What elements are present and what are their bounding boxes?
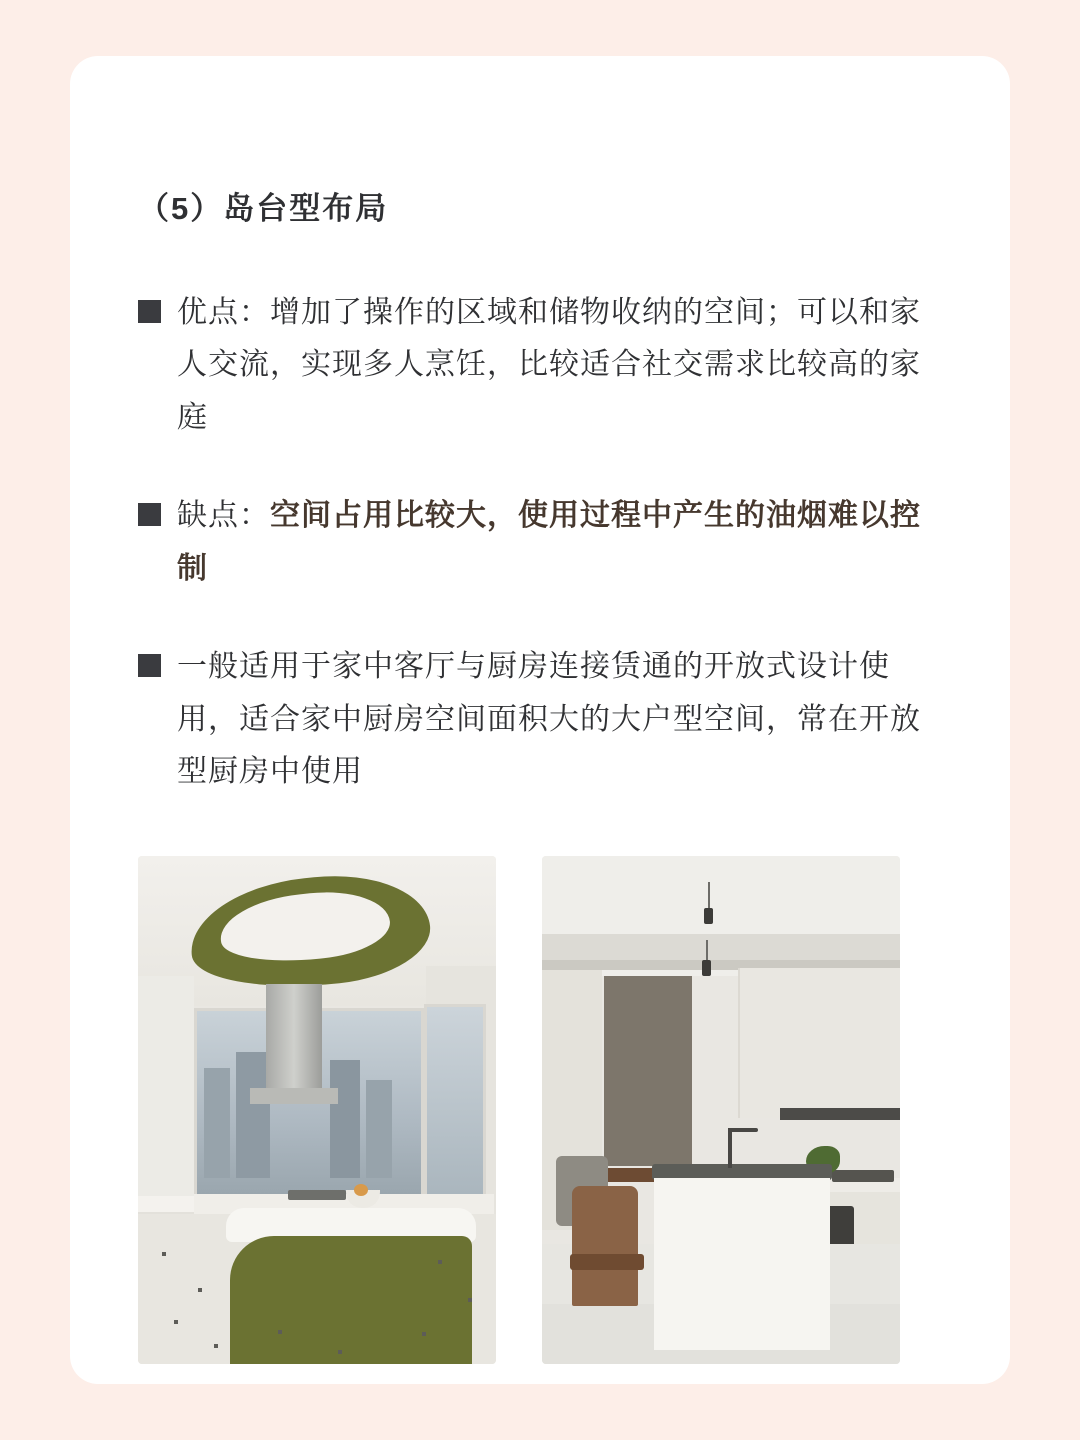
photo1-side-window bbox=[424, 1004, 486, 1204]
photo1-range-hood bbox=[266, 984, 322, 1094]
list-item-label: 优点： bbox=[177, 295, 270, 329]
photo1-floor-fleck bbox=[338, 1350, 342, 1354]
photo1-building bbox=[366, 1080, 392, 1178]
list-item bbox=[138, 490, 948, 595]
photo2-faucet bbox=[728, 1128, 732, 1168]
photo2-cooktop bbox=[832, 1170, 894, 1182]
content-card bbox=[70, 56, 1010, 1384]
photo1-building bbox=[204, 1068, 230, 1178]
photo1-building bbox=[330, 1060, 360, 1178]
photo2-wooden-chair bbox=[572, 1186, 638, 1306]
square-bullet-icon bbox=[138, 654, 161, 677]
photo2-upper-cabinets bbox=[738, 968, 900, 1118]
square-bullet-icon bbox=[138, 300, 161, 323]
photo1-fruit bbox=[354, 1184, 368, 1196]
list-item-body-emphasized: 空间占用比较大，使用过程中产生的油烟难以控制 bbox=[177, 499, 921, 585]
list-item-text bbox=[177, 641, 948, 799]
list-item bbox=[138, 641, 948, 799]
photo1-floor-fleck bbox=[468, 1298, 472, 1302]
photo2-pendant-lamp bbox=[704, 908, 713, 924]
photo1-floor-fleck bbox=[162, 1252, 166, 1256]
photo1-floor-fleck bbox=[198, 1288, 202, 1292]
list-item bbox=[138, 287, 948, 445]
image-gallery bbox=[138, 856, 948, 1364]
list-item-body: 一般适用于家中客厅与厨房连接赁通的开放式设计使用，适合家中厨房空间面积大的大户型空间，常在开放型厨房中使用 bbox=[177, 650, 921, 788]
photo1-floor-fleck bbox=[174, 1320, 178, 1324]
photo2-pendant-lamp bbox=[702, 960, 711, 976]
list-item-text bbox=[177, 287, 948, 445]
photo1-floor-fleck bbox=[422, 1332, 426, 1336]
kitchen-photo-green-island bbox=[138, 856, 496, 1364]
photo1-floor-fleck bbox=[278, 1330, 282, 1334]
list-item-label: 缺点： bbox=[177, 499, 270, 532]
photo1-green-island bbox=[230, 1236, 472, 1364]
photo2-white-island bbox=[654, 1178, 830, 1350]
page-title: （5）岛台型布局 bbox=[138, 191, 389, 226]
list-item-body: 增加了操作的区域和储物收纳的空间；可以和家人交流，实现多人烹饪，比较适合社交需求比较高的家庭 bbox=[177, 295, 921, 434]
photo1-floor-fleck bbox=[214, 1344, 218, 1348]
list-item-text bbox=[177, 490, 948, 595]
article-body bbox=[138, 186, 948, 845]
photo2-hood-strip bbox=[780, 1108, 900, 1120]
photo2-chair-seat bbox=[570, 1254, 644, 1270]
kitchen-photo-open-plan bbox=[542, 856, 900, 1364]
photo1-range-hood-base bbox=[250, 1088, 338, 1104]
photo2-faucet-spout bbox=[728, 1128, 758, 1132]
photo2-beam bbox=[542, 934, 900, 960]
square-bullet-icon bbox=[138, 503, 161, 526]
photo1-floor-fleck bbox=[438, 1260, 442, 1264]
photo2-doorway bbox=[604, 976, 692, 1166]
photo1-building bbox=[236, 1052, 270, 1178]
photo1-cooktop bbox=[288, 1190, 346, 1200]
